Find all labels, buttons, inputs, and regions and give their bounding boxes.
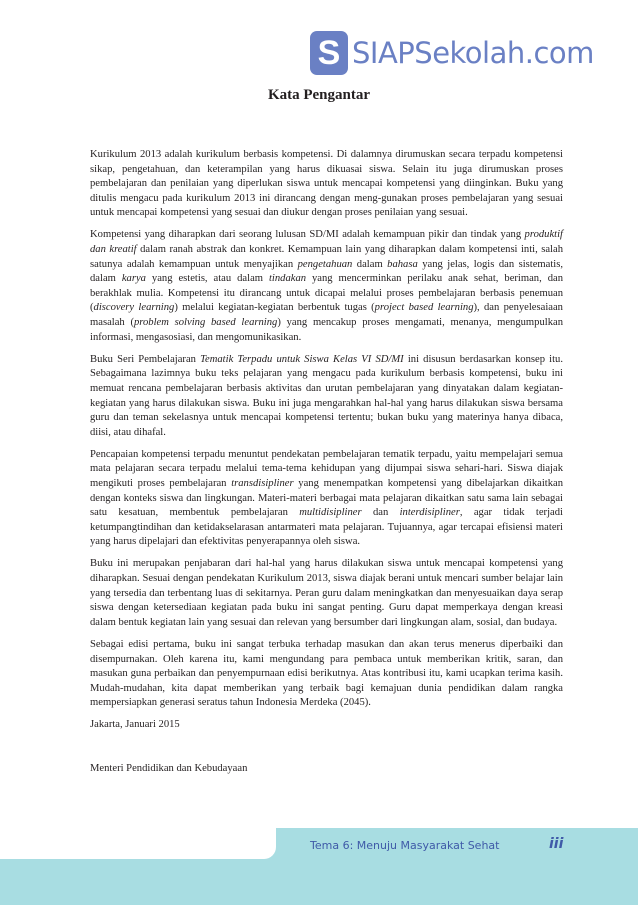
paragraph-1: Kurikulum 2013 adalah kurikulum berbasis kompetensi. Di dalamnya dirumuskan secara terpadu kompetensi sikap, pengetahuan, dan keterampilan yang harus dikuasai siswa. Selain itu juga dirumuskan proses pembelajaran dan penilaian yang diperlukan siswa untuk mencapai kompetensi yang diinginkan. Buku yang ditulis mengacu pada kurikulum 2013 ini dirancang dengan meng-gunakan proses pembelajaran yang sesuai untuk mencapai kompetensi yang sesuai dan diukur dengan proses penilaian yang sesuai.: [90, 149, 563, 219]
place-date: Jakarta, Januari 2015: [90, 719, 180, 731]
paragraph-3: Buku Seri Pembelajaran Tematik Terpadu untuk Siswa Kelas VI SD/MI ini disusun berdasarkan konsep itu. Sebagaimana lazimnya buku teks pelajaran yang mengacu pada kurikulum berbasis kompetensi, buku ini memuat rencana pembelajaran berbasis aktivitas dan urutan pembelajaran yang dinyatakan dalam kegiatan-kegiatan yang harus dilakukan siswa. Buku ini juga mengarahkan hal-hal yang harus dilakukan siswa bersama guru dan teman sekelasnya untuk mencapai kompetensi tertentu; bukan buku yang materinya hanya dibaca, diisi, atau dihafal.: [90, 353, 563, 438]
foreword-body: [90, 148, 563, 785]
paragraph-4: Pencapaian kompetensi terpadu menuntut pendekatan pembelajaran tematik terpadu, yaitu mempelajari semua mata pelajaran secara terpadu melalui tema-tema kehidupan yang dijumpai siswa sehari-hari. Siswa diajak mengikuti proses pembelajaran transdisipliner yang menempatkan kompetensi yang dibelajarkan dikaitkan dengan konteks siswa dan lingkungan. Materi-materi berbagai mata pelajaran dikaitkan satu sama lain sebagai satu kesatuan, membentuk pembelajaran multidisipliner dan interdisipliner, agar tidak terjadi ketumpangtindihan dan ketidakselarasan antarmateri mata pelajaran. Tujuannya, agar tercapai efisiensi materi yang harus dipelajari dan efektivitas penyerapannya oleh siswa.: [90, 448, 563, 548]
page-title: Kata Pengantar: [267, 87, 371, 103]
signature-spacer: [90, 740, 563, 762]
footer-theme-title: Tema 6: Menuju Masyarakat Sehat: [310, 839, 500, 852]
site-logo: [310, 27, 594, 79]
paragraph-6: Sebagai edisi pertama, buku ini sangat terbuka terhadap masukan dan akan terus menerus diperbaiki dan disempurnakan. Oleh karena itu, kami mengundang para pembaca untuk memberikan kritik, saran, dan masukan guna perbaikan dan penyempurnaan edisi berikutnya. Atas kontribusi itu, kami ucapkan terima kasih. Mudah-mudahan, kita dapat memberikan yang terbaik bagi kemajuan dunia pendidikan dalam rangka mempersiapkan generasi seratus tahun Indonesia Merdeka (2045).: [90, 638, 563, 709]
footer-white-tab: [0, 828, 276, 859]
page-number: iii: [549, 836, 564, 852]
paragraph-2: Kompetensi yang diharapkan dari seorang lulusan SD/MI adalah kemampuan pikir dan tindak yang produktif dan kreatif dalam ranah abstrak dan konkret. Kemampuan lain yang diharapkan dalam kompetensi inti, salah satunya adalah kemampuan untuk menyajikan pengetahuan dalam bahasa yang jelas, logis dan sistematis, dalam karya yang estetis, atau dalam tindakan yang mencerminkan perilaku anak sehat, beriman, dan berakhlak mulia. Kompetensi itu dirancang untuk dicapai melalui proses pembelajaran berbasis penemuan (discovery learning) melalui kegiatan-kegiatan berbentuk tugas (project based learning), dan penyelesaiaan masalah (problem solving based learning) yang mencakup proses mengamati, menanya, mengumpulkan informasi, mengasosiasi, dan mengomunikasikan.: [90, 229, 564, 343]
logo-badge-icon: S: [310, 31, 348, 75]
signature: Menteri Pendidikan dan Kebudayaan: [90, 763, 248, 775]
logo-text: SIAPSekolah.com: [352, 36, 594, 70]
paragraph-5: Buku ini merupakan penjabaran dari hal-hal yang harus dilakukan siswa untuk mencapai kompetensi yang diharapkan. Sesuai dengan pendekatan Kurikulum 2013, siswa diajak berani untuk mencari sumber belajar lain yang tersedia dan terbentang luas di sekitarnya. Peran guru dalam meningkatkan dan menyesuaikan daya serap siswa dengan ketersediaan kegiatan pada buku ini sangat penting. Guru dapat memperkaya dengan kreasi dalam bentuk kegiatan lain yang sesuai dan relevan yang bersumber dari lingkungan alam, sosial, dan budaya.: [90, 558, 563, 628]
